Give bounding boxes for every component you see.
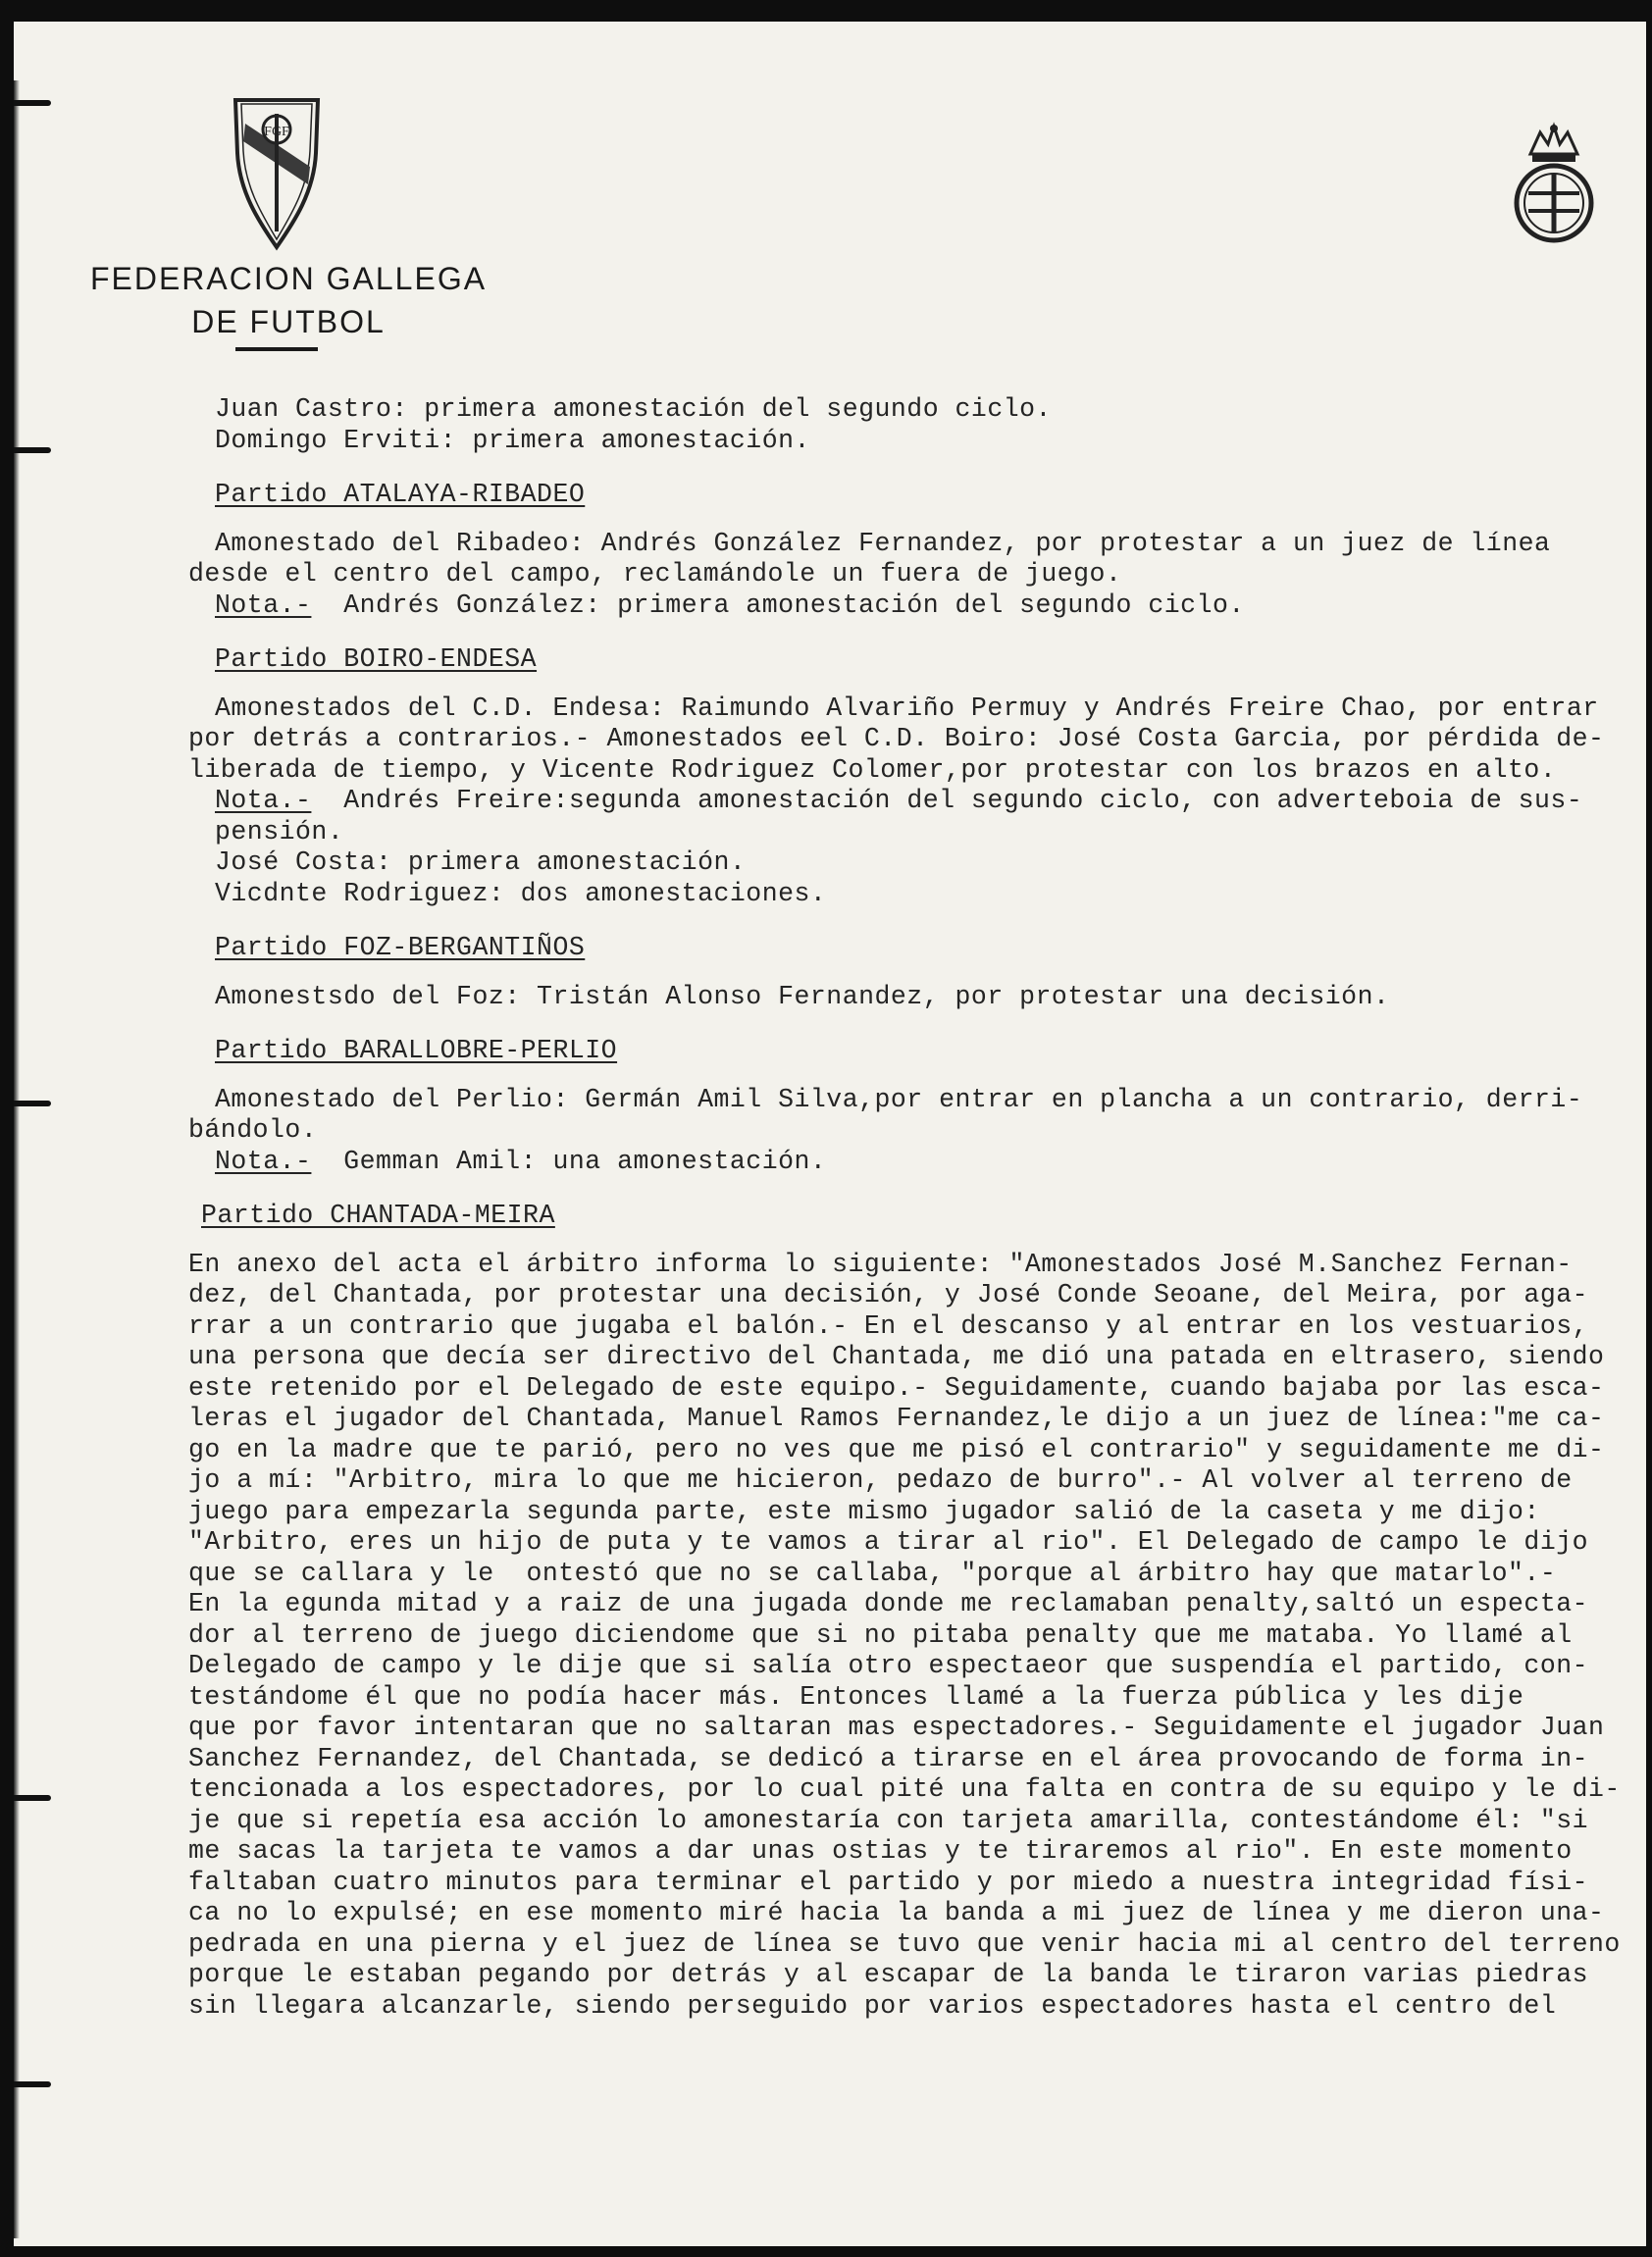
match-heading-text: Partido FOZ-BERGANTIÑOS <box>215 933 586 962</box>
note-text: Andrés González: primera amonestación del segundo ciclo. <box>343 590 1245 620</box>
document-body <box>188 394 1646 2022</box>
punch-hole <box>14 100 51 106</box>
match-text-line: Delegado de campo y le dije que si salía otro espectaeor que suspendía el partido, con- <box>188 1651 1589 1680</box>
match-heading-text: Partido BARALLOBRE-PERLIO <box>215 1036 618 1065</box>
match-text-line: que por favor intentaran que no saltaran mas espectadores.- Seguidamente el jugador Juan <box>188 1713 1605 1742</box>
punch-hole <box>14 447 51 453</box>
match-heading-text: Partido ATALAYA-RIBADEO <box>215 480 586 509</box>
match-text-line: bándolo. <box>188 1115 318 1145</box>
note-text: Gemman Amil: una amonestación. <box>343 1146 827 1176</box>
document-page <box>14 22 1646 2246</box>
note-label: Nota.- <box>215 786 312 815</box>
match-text-line: una persona que decía ser directivo del Chantada, me dió una patada en eltrasero, siendo <box>188 1342 1605 1371</box>
note-line <box>215 590 1646 622</box>
crest-logo-letters: RFEF <box>1543 243 1565 252</box>
match-heading-text: Partido BOIRO-ENDESA <box>215 644 538 674</box>
match-text-line: Amonestados del C.D. Endesa: Raimundo Alvariño Permuy y Andrés Freire Chao, por entrar <box>215 692 1599 723</box>
match-text-line: faltaban cuatro minutos para terminar el partido y por miedo a nuestra integridad físi- <box>188 1867 1589 1897</box>
match-text-line: tencionada a los espectadores, por lo cual pité una falta en contra de su equipo y le di- <box>188 1774 1621 1804</box>
federation-name-line2: DE FUTBOL <box>191 304 386 339</box>
match-text-line: que se callara y le ontestó que no se callaba, "porque al árbitro hay que matarlo".- <box>188 1558 1557 1588</box>
match-text-line: liberada de tiempo, y Vicente Rodriguez Colomer,por protestar con los brazos en alto. <box>188 754 1557 785</box>
punch-hole <box>14 1795 51 1801</box>
note-line <box>215 1147 1646 1178</box>
match-heading-text: Partido CHANTADA-MEIRA <box>201 1201 555 1230</box>
match-text-line: pedrada en una pierna y el juez de línea se tuvo que venir hacia mi al centro del terreno <box>188 1928 1621 1959</box>
match-text-line: Amonestsdo del Foz: Tristán Alonso Fernandez, por protestar una decisión. <box>215 981 1390 1011</box>
match-text-line: por detrás a contrarios.- Amonestados eel C.D. Boiro: José Costa Garcia, por pérdida de- <box>188 724 1605 753</box>
match-heading <box>201 1201 1646 1232</box>
match-heading <box>215 1036 1646 1067</box>
match-text-line: Amonestado del Perlio: Germán Amil Silva,por entrar en plancha a un contrario, derri- <box>215 1084 1583 1114</box>
match-text-line: me sacas la tarjeta te vamos a dar unas ostias y te tiraremos al rio". En este momento <box>188 1836 1573 1866</box>
note-line: Vicdnte Rodriguez: dos amonestaciones. <box>215 878 827 908</box>
match-text-line: dor al terreno de juego diciendome que si no pitaba penalty que me mataba. Yo llamé al <box>188 1619 1573 1650</box>
match-text-line: En la egunda mitad y a raiz de una jugada donde me reclamaban penalty,saltó un especta- <box>188 1589 1589 1618</box>
federation-name-line1: FEDERACION GALLEGA <box>89 261 488 296</box>
note-label: Nota.- <box>215 1146 312 1176</box>
note-label: Nota.- <box>215 590 312 620</box>
match-text-line: jo a mí: "Arbitro, mira lo que me hicieron, pedazo de burro".- Al volver al terreno de <box>188 1465 1573 1495</box>
match-text-line: porque le estaban pegando por detrás y al escapar de la banda le tiraron varias piedras <box>188 1960 1589 1989</box>
match-text-line: rrar a un contrario que jugaba el balón.- En el descanso y al entrar en los vestuarios, <box>188 1310 1589 1341</box>
match-text-line: este retenido por el Delegado de este equipo.- Seguidamente, cuando bajaba por las esca- <box>188 1372 1605 1403</box>
shield-logo-letters: FGF <box>264 125 289 139</box>
match-text-line: En anexo del acta el árbitro informa lo siguiente: "Amonestados José M.Sanchez Fernan- <box>188 1249 1573 1279</box>
match-text-line: sin llegara alcanzarle, siendo perseguido por varios espectadores hasta el centro del <box>188 1990 1557 2021</box>
match-text-line: juego para empezarla segunda parte, este mismo jugador salió de la caseta y me dijo: <box>188 1496 1540 1526</box>
match-text-line: Amonestado del Ribadeo: Andrés González Fernandez, por protestar a un juez de línea <box>215 528 1551 558</box>
match-text-line: "Arbitro, eres un hijo de puta y te vamos a tirar al rio". El Delegado de campo le dijo <box>188 1527 1589 1557</box>
match-text-line: go en la madre que te parió, pero no ves que me pisó el contrario" y seguidamente me di- <box>188 1434 1605 1464</box>
note-line <box>215 786 1646 817</box>
match-heading <box>215 644 1646 676</box>
match-heading <box>215 933 1646 964</box>
intro-line: Domingo Erviti: primera amonestación. <box>215 425 810 455</box>
note-line: pensión. <box>215 816 344 846</box>
match-heading <box>215 480 1646 511</box>
match-text-line: desde el centro del campo, reclamándole un fuera de juego. <box>188 559 1122 589</box>
intro-line: Juan Castro: primera amonestación del segundo ciclo. <box>215 394 1052 424</box>
note-text: Andrés Freire:segunda amonestación del segundo ciclo, con adverteboia de sus- <box>343 786 1583 815</box>
punch-hole <box>14 2081 51 2087</box>
match-text-line: dez, del Chantada, por protestar una decisión, y José Conde Seoane, del Meira, por aga- <box>188 1280 1589 1309</box>
match-text-line: Sanchez Fernandez, del Chantada, se dedicó a tirarse en el área provocando de forma in- <box>188 1743 1589 1773</box>
punch-hole <box>14 1101 51 1106</box>
letterhead-rule <box>235 347 318 351</box>
match-text-line: testándome él que no podía hacer más. Entonces llamé a la fuerza pública y les dije <box>188 1681 1524 1712</box>
chantada-report <box>188 1250 1646 2023</box>
match-text-line: ca no lo expulsé; en ese momento miré hacia la banda a mi juez de línea y me dieron una- <box>188 1898 1605 1927</box>
rfef-crest-logo <box>1505 115 1603 252</box>
federation-shield-logo <box>232 94 322 251</box>
page-edge-shadow <box>14 80 20 2238</box>
note-line: José Costa: primera amonestación. <box>215 847 747 877</box>
match-text-line: je que si repetía esa acción lo amonestaría con tarjeta amarilla, contestándome él: "si <box>188 1805 1589 1835</box>
match-text-line: leras el jugador del Chantada, Manuel Ramos Fernandez,le dijo a un juez de línea:"me ca- <box>188 1404 1605 1433</box>
federation-name <box>82 257 494 343</box>
